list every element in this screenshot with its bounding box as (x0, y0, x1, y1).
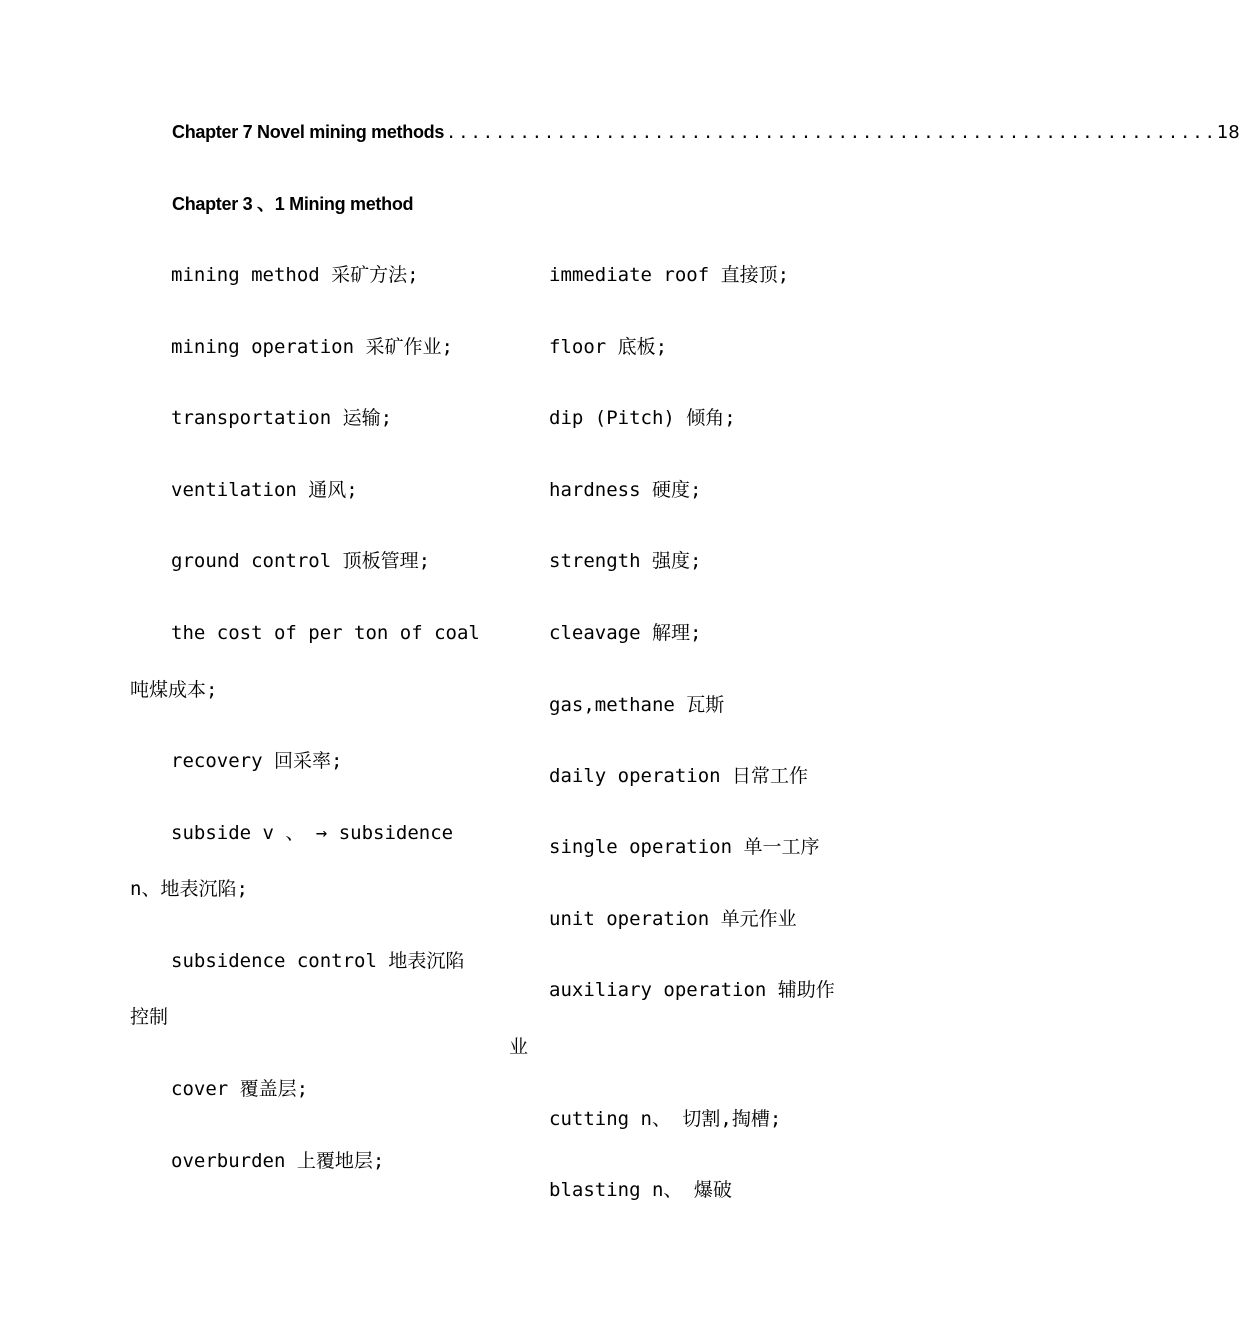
term-entry: ventilation 通风; (171, 479, 358, 501)
term-entry: cutting n、 切割,掏槽; (549, 1108, 782, 1130)
term-entry: unit operation 单元作业 (549, 908, 797, 930)
term-entry: strength 强度; (549, 550, 702, 572)
term-entry: overburden 上覆地层; (171, 1150, 385, 1172)
term-entry: cover 覆盖层; (171, 1078, 309, 1100)
toc-leader-dots: ............................................................... (446, 123, 1217, 143)
section-heading: Chapter 3 、1 Mining method (172, 194, 414, 214)
term-entry: cleavage 解理; (549, 622, 702, 644)
toc-entry-label: Chapter 7 Novel mining methods (172, 122, 445, 142)
term-entry: transportation 运输; (171, 407, 393, 429)
term-entry: subsidence control 地表沉陷 (171, 950, 465, 972)
term-entry: blasting n、 爆破 (549, 1179, 732, 1201)
term-entry: gas,methane 瓦斯 (549, 694, 725, 716)
term-entry: single operation 单一工序 (549, 836, 820, 858)
term-entry: hardness 硬度; (549, 479, 702, 501)
term-entry: subside v 、 → subsidence (171, 822, 454, 844)
term-entry: auxiliary operation 辅助作 (549, 979, 835, 1001)
toc-page-number: 18 (1216, 122, 1240, 143)
term-entry: recovery 回采率; (171, 750, 343, 772)
term-entry-wrap: n、地表沉陷; (130, 878, 248, 900)
term-entry: immediate roof 直接顶; (549, 264, 790, 286)
term-entry: dip (Pitch) 倾角; (549, 407, 736, 429)
term-entry-wrap: 吨煤成本; (130, 679, 218, 701)
term-entry: floor 底板; (549, 336, 668, 358)
toc-entry[interactable] (172, 120, 1240, 145)
term-entry: daily operation 日常工作 (549, 765, 809, 787)
term-entry: the cost of per ton of coal (171, 622, 480, 644)
term-entry: mining method 采矿方法; (171, 264, 419, 286)
term-entry-wrap: 控制 (130, 1006, 169, 1028)
term-entry: mining operation 采矿作业; (171, 336, 453, 358)
term-entry: ground control 顶板管理; (171, 550, 431, 572)
term-entry-wrap: 业 (509, 1036, 529, 1058)
